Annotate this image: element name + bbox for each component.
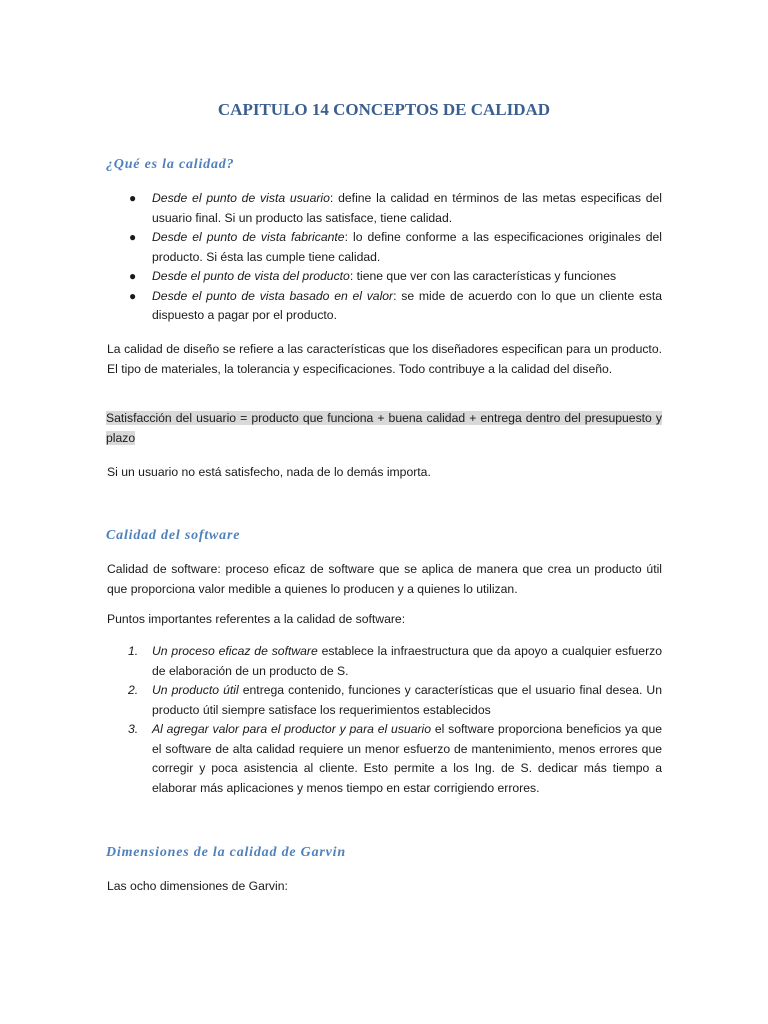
section-heading-dimensiones-garvin: Dimensiones de la calidad de Garvin	[106, 845, 346, 860]
bullet-icon: ●	[129, 269, 137, 283]
user-satisfaction-formula	[106, 409, 662, 448]
list-item	[107, 681, 662, 720]
bullet-icon: ●	[129, 288, 137, 303]
list-item-text: el software proporciona beneficios ya que el software de alta calidad requiere un menor esfuerzo de mantenimiento, menos errores que corregir y poca asistencia al cliente. Esto permite a los Ing. de S. dedicar más tiempo a elaborar más aplicaciones y menos tiempo en estar corrigiendo errores.	[152, 722, 662, 795]
list-item-lead: Desde el punto de vista del producto	[152, 269, 350, 283]
bullet-icon: ●	[129, 230, 137, 244]
list-item-text: : se mide de acuerdo con lo que un cliente esta dispuesto a pagar por el producto.	[152, 288, 662, 322]
list-item-number: 1.	[128, 644, 139, 658]
list-item	[107, 267, 662, 287]
section-heading-que-es-calidad: ¿Qué es la calidad?	[106, 157, 235, 172]
list-item-number: 3.	[128, 722, 139, 736]
list-item-lead: Desde el punto de vista fabricante	[152, 230, 345, 244]
list-item-number: 2.	[128, 683, 139, 697]
list-item	[107, 287, 662, 326]
list-item-text: : tiene que ver con las características y funciones	[349, 269, 617, 283]
list-item-lead: Un proceso eficaz de software	[152, 644, 318, 658]
list-item-text: establece la infraestructura que da apoyo a cualquier esfuerzo de elaboración de un producto de S.	[152, 644, 663, 678]
points-intro: Puntos importantes referentes a la calidad de software:	[107, 612, 406, 626]
design-quality-paragraph: La calidad de diseño se refiere a las características que los diseñadores especifican para un producto. El tipo de materiales, la tolerancia y especificaciones. Todo contribuye a la calidad del diseño.	[107, 342, 662, 376]
garvin-intro: Las ocho dimensiones de Garvin:	[107, 879, 288, 893]
list-item	[107, 720, 662, 798]
list-item-text: : lo define conforme a las especificaciones originales del producto. Si ésta las cumple tiene calidad.	[152, 230, 662, 264]
list-item-text: : define la calidad en términos de las metas especificas del usuario final. Si un producto las satisface, tiene calidad.	[152, 191, 663, 225]
list-item-text: entrega contenido, funciones y características que el usuario final desea. Un producto útil siempre satisface los requerimientos establecidos	[152, 683, 662, 717]
bullet-icon: ●	[129, 191, 137, 205]
list-item	[107, 189, 662, 228]
chapter-title: CAPITULO 14 CONCEPTOS DE CALIDAD	[217, 100, 551, 119]
highlighted-text: Satisfacción del usuario = producto que funciona + buena calidad + entrega dentro del presupuesto y plazo	[106, 411, 662, 445]
list-item	[107, 228, 662, 267]
list-item-lead: Desde el punto de vista usuario	[152, 191, 330, 205]
list-item-lead: Un producto útil	[152, 683, 239, 697]
satisfaction-note: Si un usuario no está satisfecho, nada de lo demás importa.	[107, 465, 431, 479]
quality-viewpoints-list	[107, 189, 662, 326]
list-item-lead: Al agregar valor para el productor y para el usuario	[152, 722, 432, 736]
software-quality-paragraph: Calidad de software: proceso eficaz de software que se aplica de manera que crea un producto útil que proporciona valor medible a quienes lo producen y a quienes lo utilizan.	[107, 562, 662, 596]
list-item	[107, 642, 662, 681]
software-quality-points-list	[107, 642, 662, 798]
section-heading-calidad-software: Calidad del software	[106, 528, 241, 543]
list-item-lead: Desde el punto de vista basado en el valor	[152, 288, 394, 303]
